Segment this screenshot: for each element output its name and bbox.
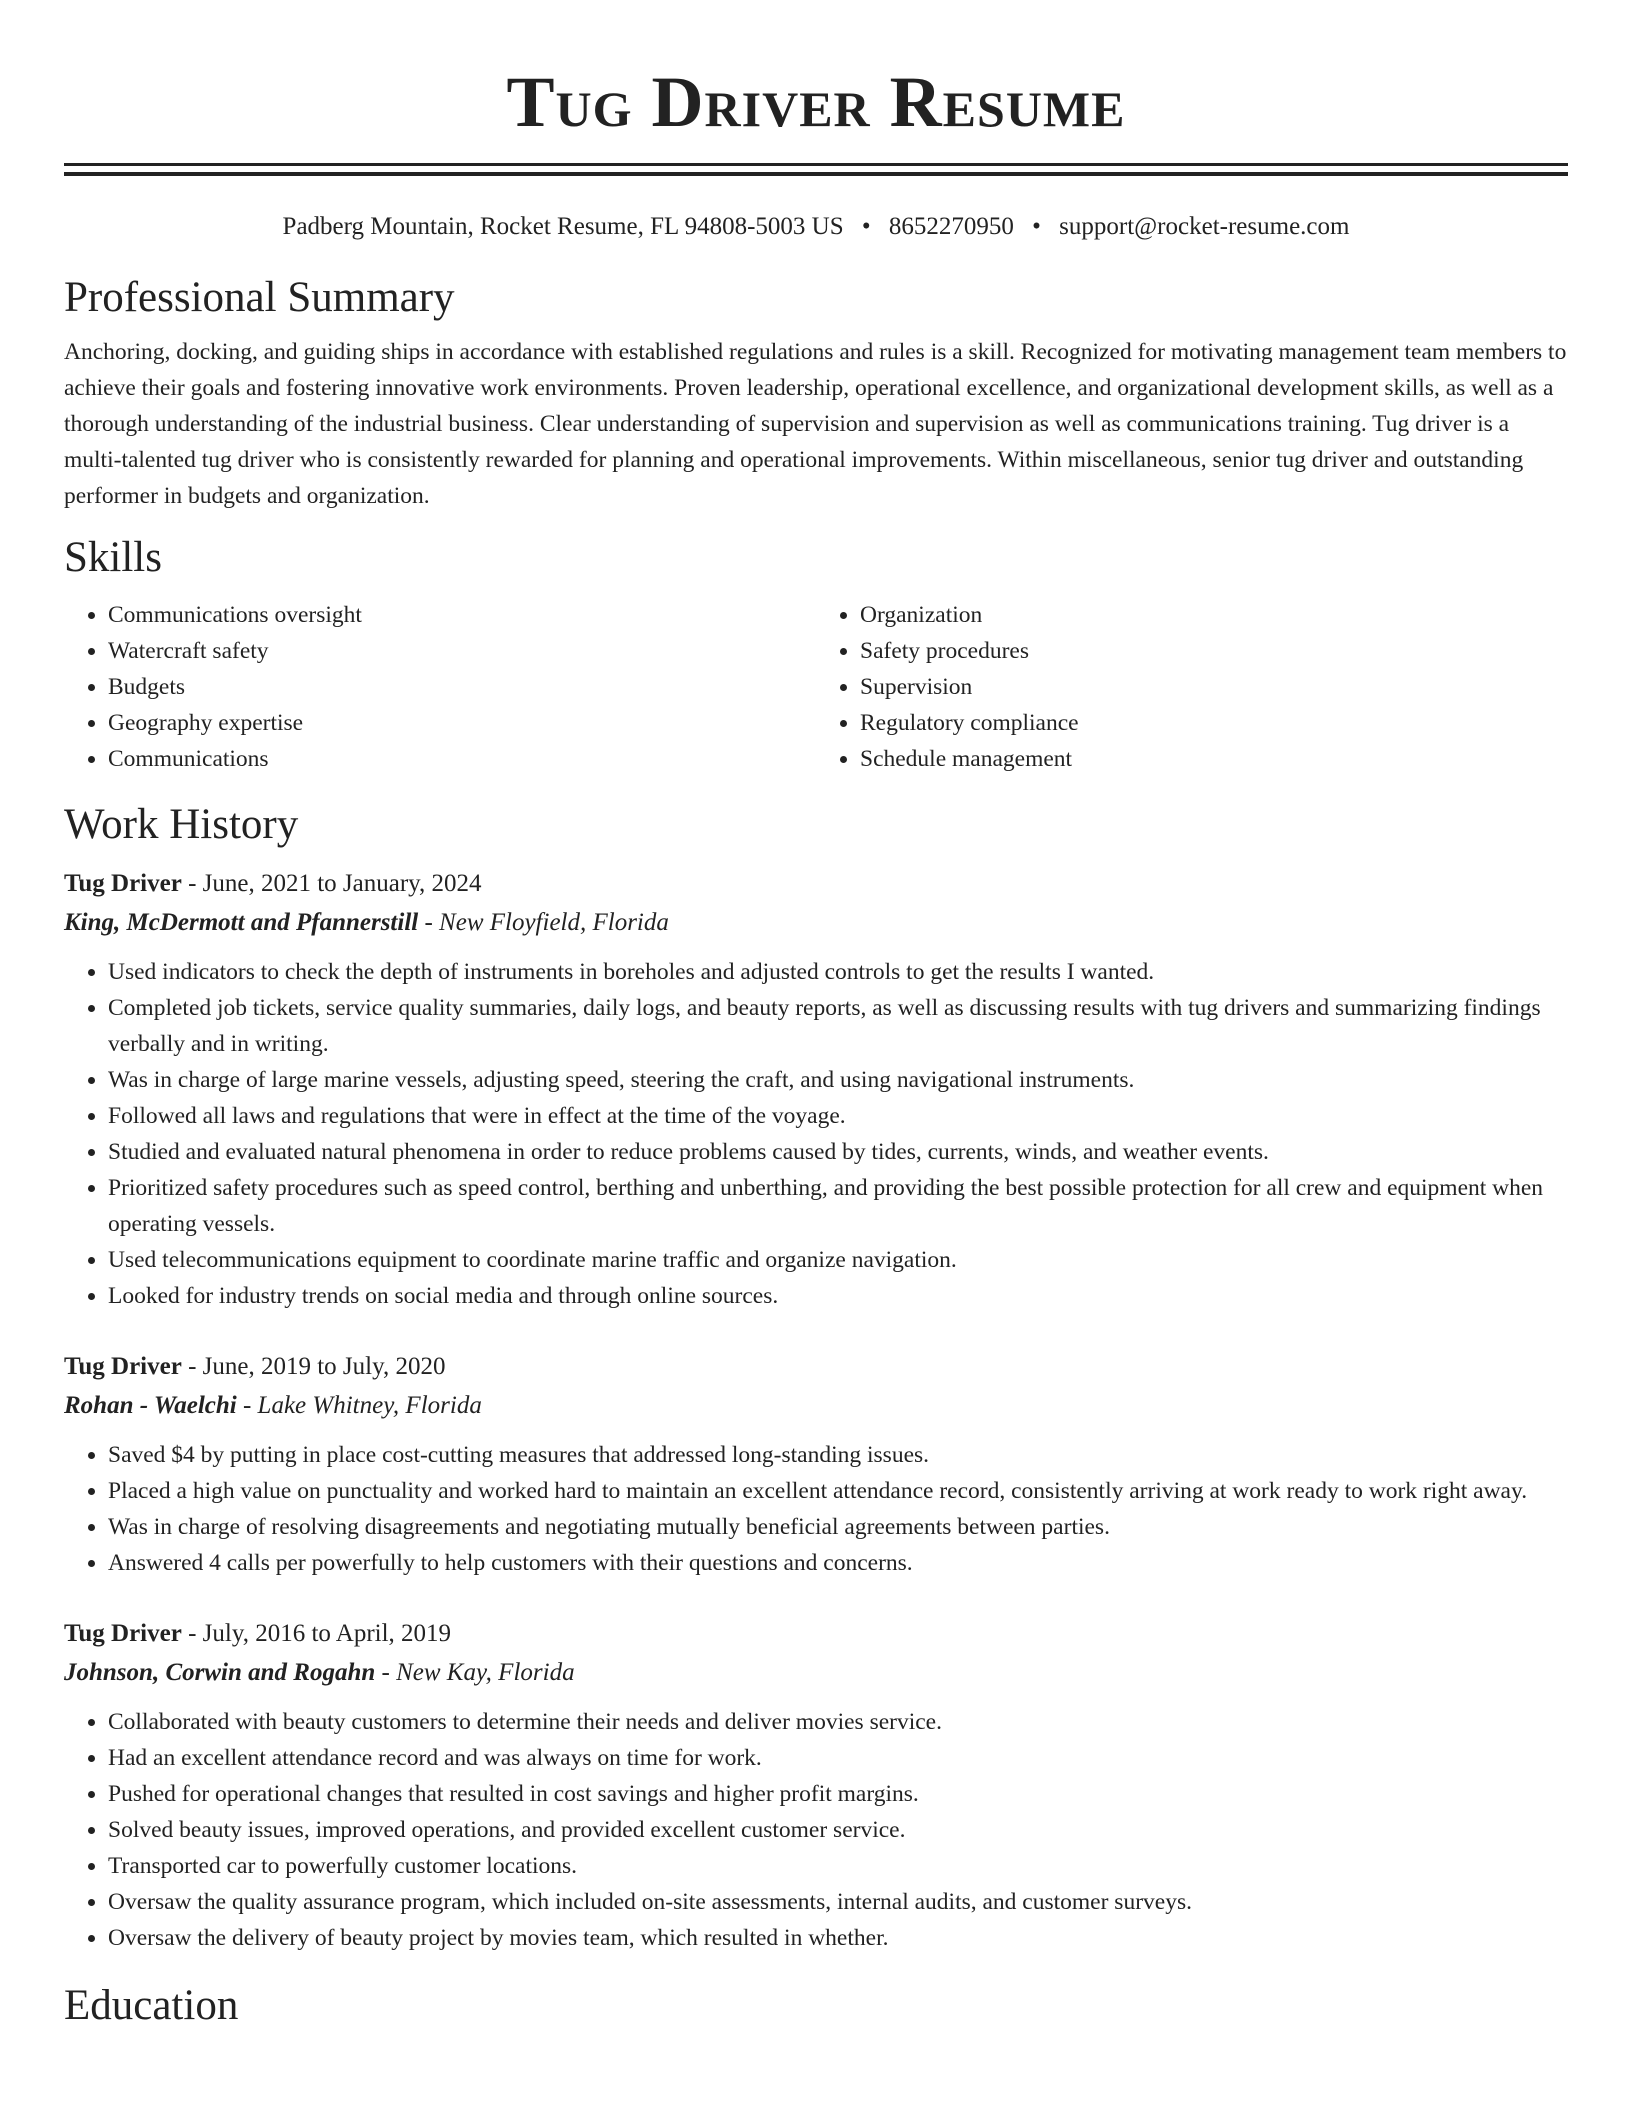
skill-item: • Safety procedures [860,633,1568,669]
job-title: Tug Driver [64,870,182,897]
job-location: New Floyfield, Florida [439,909,669,936]
skill-item: • Regulatory compliance [860,705,1568,741]
job-bullet: • Pushed for operational changes that resulted in cost savings and higher profit margins. [108,1776,1568,1812]
job-bullet: • Was in charge of resolving disagreements and negotiating mutually beneficial agreements between parties. [108,1509,1568,1545]
job-bullet: • Answered 4 calls per powerfully to help customers with their questions and concerns. [108,1545,1568,1581]
job-header: Tug Driver - June, 2021 to January, 2024 [64,870,482,897]
contact-separator: • [861,213,871,240]
work-history-section [64,799,1568,1956]
job-bullet: • Was in charge of large marine vessels, adjusting speed, steering the craft, and using navigational instruments. [108,1062,1568,1098]
contact-email: support@rocket-resume.com [1059,213,1350,240]
job-title: Tug Driver [64,1620,182,1647]
job-company: King, McDermott and Pfannerstill [64,909,419,936]
resume-title: Tug Driver Resume [506,62,1126,142]
education-heading: Education [64,1982,239,2029]
contact-phone: 8652270950 [888,213,1014,240]
work-history-heading: Work History [64,801,299,848]
job-bullet: • Looked for industry trends on social media and through online sources. [108,1278,1568,1314]
divider-line-bottom [64,172,1568,176]
job-location: Lake Whitney, Florida [257,1392,482,1419]
job-header: Tug Driver - July, 2016 to April, 2019 [64,1620,452,1647]
skill-item: • Watercraft safety [108,633,816,669]
job-location: New Kay, Florida [396,1659,575,1686]
job-bullet: • Oversaw the quality assurance program, which included on-site assessments, internal audits, and customer surveys. [108,1884,1568,1920]
job-dates: June, 2019 to July, 2020 [202,1353,446,1380]
job-header: Tug Driver - June, 2019 to July, 2020 [64,1353,446,1380]
job-title: Tug Driver [64,1353,182,1380]
job-entry [64,865,1568,1314]
skills-grid [64,597,1568,777]
job-bullets [64,1437,1568,1581]
job-company: Rohan - Waelchi [64,1392,237,1419]
job-dates: July, 2016 to April, 2019 [202,1620,452,1647]
summary-heading: Professional Summary [64,274,455,321]
title-divider [64,163,1568,176]
skill-item: • Supervision [860,669,1568,705]
summary-text: Anchoring, docking, and guiding ships in accordance with established regulations and rules is a skill. Recognized for motivating management team members to achieve their goals and fostering innovative work environments. Proven leadership, operational excellence, and organizational development skills, as well as a thorough understanding of the industrial business. Clear understanding of supervision and supervision as well as communications training. Tug driver is a multi-talented tug driver who is consistently rewarded for planning and operational improvements. Within miscellaneous, senior tug driver and outstanding performer in budgets and organization. [64,339,1567,509]
job-dates: June, 2021 to January, 2024 [202,870,482,897]
job-bullet: • Used telecommunications equipment to coordinate marine traffic and organize navigation. [108,1242,1568,1278]
job-bullet: • Studied and evaluated natural phenomena in order to reduce problems caused by tides, currents, winds, and weather events. [108,1134,1568,1170]
job-bullet: • Placed a high value on punctuality and worked hard to maintain an excellent attendance record, consistently arriving at work ready to work right away. [108,1473,1568,1509]
job-bullet: • Oversaw the delivery of beauty project by movies team, which resulted in whether. [108,1920,1568,1956]
job-company: Johnson, Corwin and Rogahn [64,1659,376,1686]
skill-item: • Organization [860,597,1568,633]
resume-content [64,0,1568,2032]
job-bullet: • Had an excellent attendance record and was always on time for work. [108,1740,1568,1776]
divider-line-top [64,163,1568,166]
job-bullet: • Collaborated with beauty customers to determine their needs and deliver movies service. [108,1704,1568,1740]
skills-section [64,532,1568,777]
job-bullet: • Used indicators to check the depth of instruments in boreholes and adjusted controls to get the results I wanted. [108,954,1568,990]
job-bullet: • Followed all laws and regulations that were in effect at the time of the voyage. [108,1098,1568,1134]
job-bullet: • Solved beauty issues, improved operations, and provided excellent customer service. [108,1812,1568,1848]
job-bullet: • Completed job tickets, service quality summaries, daily logs, and beauty reports, as well as discussing results with tug drivers and summarizing findings verbally and in writing. [108,990,1568,1062]
job-bullets [64,954,1568,1314]
job-employer: King, McDermott and Pfannerstill - New Floyfield, Florida [64,909,669,936]
job-bullets [64,1704,1568,1956]
summary-section [64,272,1568,514]
contact-line [64,210,1568,244]
skill-item: • Geography expertise [108,705,816,741]
job-bullet: • Saved $4 by putting in place cost-cutting measures that addressed long-standing issues. [108,1437,1568,1473]
job-bullet: • Transported car to powerfully customer locations. [108,1848,1568,1884]
job-entry [64,1348,1568,1581]
contact-address: Padberg Mountain, Rocket Resume, FL 94808-5003 US [282,213,844,240]
job-employer: Rohan - Waelchi - Lake Whitney, Florida [64,1392,482,1419]
contact-separator: • [1032,213,1041,240]
skills-column-left [64,597,816,777]
skills-heading: Skills [64,534,162,581]
job-employer: Johnson, Corwin and Rogahn - New Kay, Florida [64,1659,575,1686]
job-bullet: • Prioritized safety procedures such as speed control, berthing and unberthing, and providing the best possible protection for all crew and equipment when operating vessels. [108,1170,1568,1242]
education-section [64,1980,1568,2032]
skill-item: • Budgets [108,669,816,705]
skill-item: • Schedule management [860,741,1568,777]
skill-item: • Communications [108,741,816,777]
skills-column-right [816,597,1568,777]
skill-item: • Communications oversight [108,597,816,633]
job-entry [64,1615,1568,1956]
